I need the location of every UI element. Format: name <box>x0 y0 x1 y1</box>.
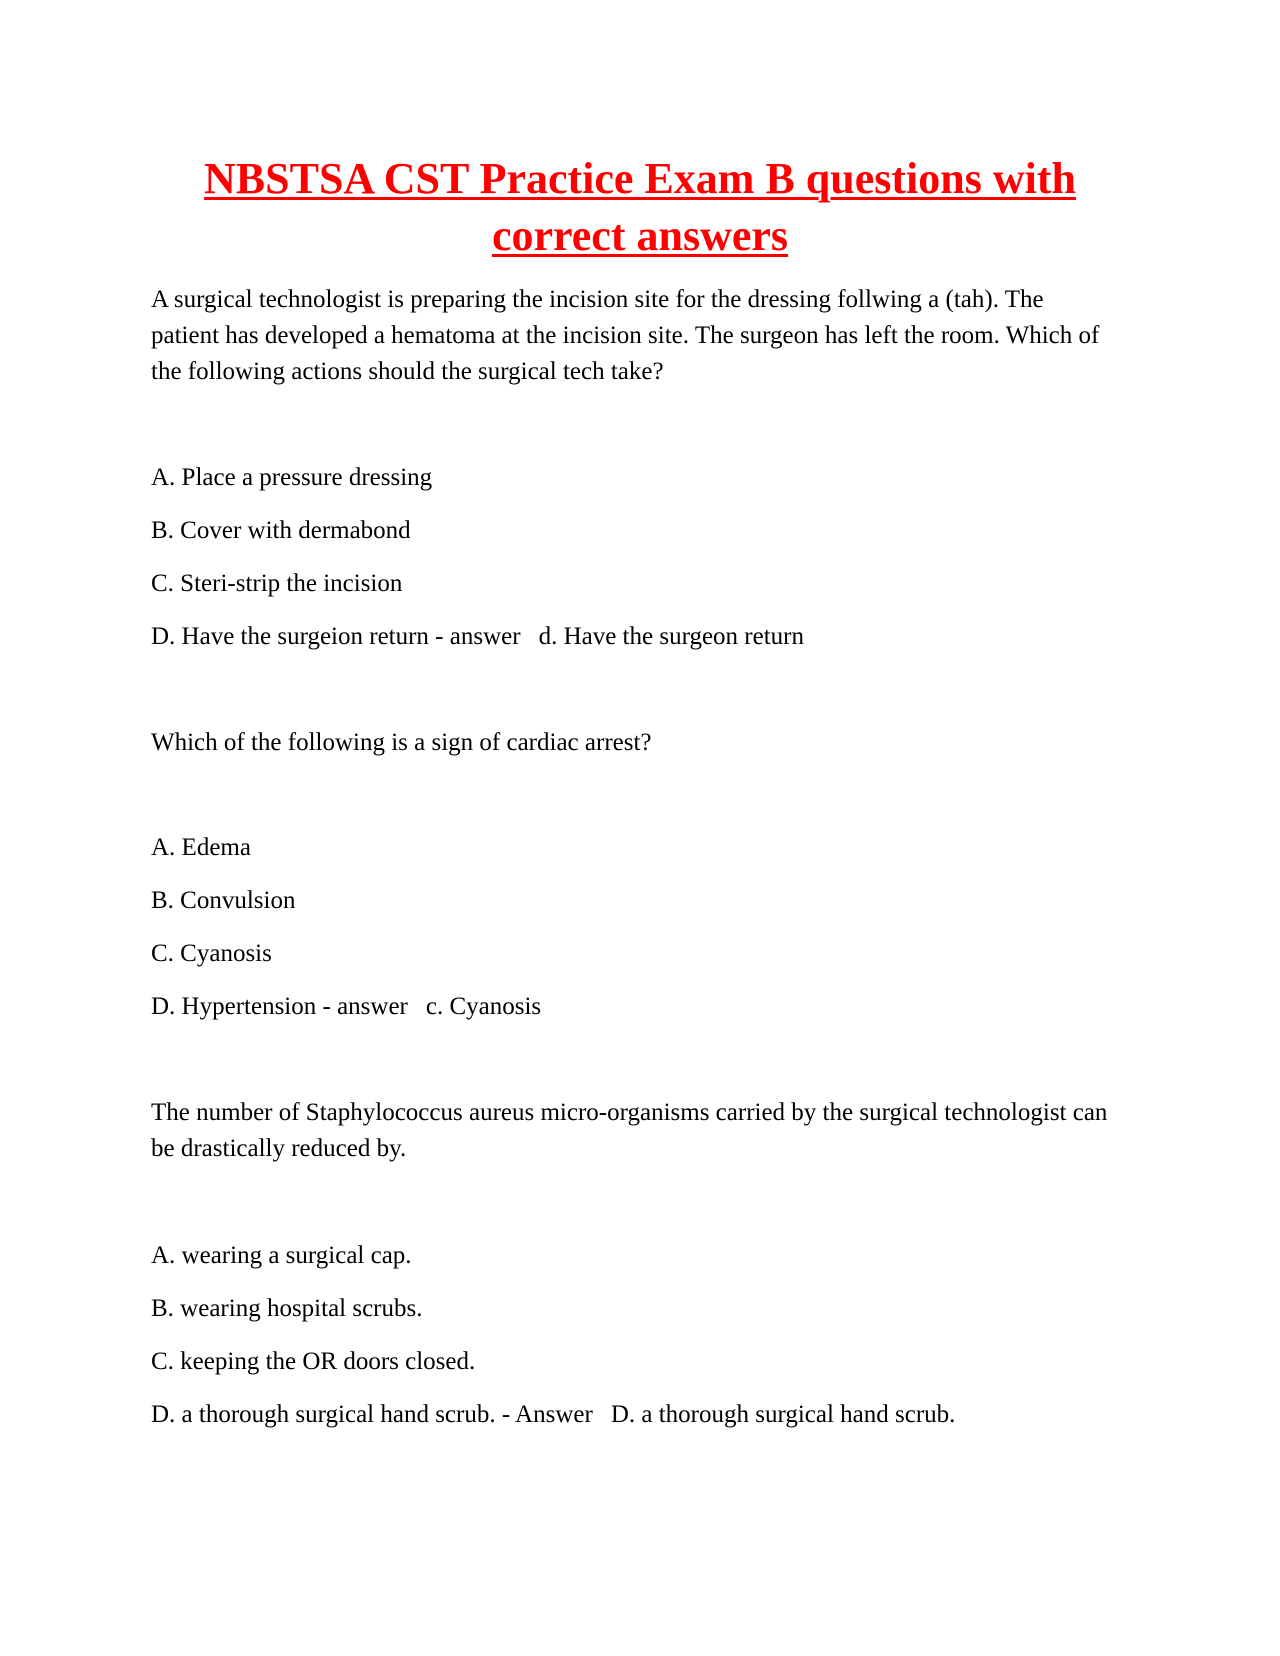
option-c: C. Steri-strip the incision <box>151 570 403 597</box>
document-title: NBSTSA CST Practice Exam B questions with correct answers <box>204 154 1076 260</box>
question-1 <box>151 282 1111 390</box>
option-d-with-answer <box>151 989 1151 1042</box>
option-a: A. wearing a surgical cap. <box>151 1242 412 1269</box>
answer-text: D. a thorough surgical hand scrub. <box>610 1401 956 1428</box>
question-text: Which of the following is a sign of cardiac arrest? <box>151 729 652 756</box>
question-3-options <box>151 1238 1151 1450</box>
question-3 <box>151 1095 1111 1167</box>
option-c: C. keeping the OR doors closed. <box>151 1348 476 1375</box>
answer-text: d. Have the surgeon return <box>538 623 804 650</box>
option-d: D. Hypertension - answer <box>151 993 408 1020</box>
option-d: D. Have the surgeion return - answer <box>151 623 521 650</box>
option-d-with-answer <box>151 1397 1151 1450</box>
question-1-options <box>151 460 1151 672</box>
option-b: B. Convulsion <box>151 887 296 914</box>
option-b: B. Cover with dermabond <box>151 517 411 544</box>
question-text: A surgical technologist is preparing the incision site for the dressing follwing a (tah). The patient has developed a hematoma at the incision site. The surgeon has left the room. Which of the following actions should the surgical tech take? <box>151 286 1100 385</box>
question-2 <box>151 725 1111 761</box>
option-a: A. Edema <box>151 834 251 861</box>
option-d-with-answer <box>151 619 1151 672</box>
question-2-options <box>151 830 1151 1042</box>
option-c: C. Cyanosis <box>151 940 272 967</box>
option-d: D. a thorough surgical hand scrub. - Answer <box>151 1401 593 1428</box>
answer-text: c. Cyanosis <box>425 993 542 1020</box>
question-text: The number of Staphylococcus aureus micro-organisms carried by the surgical technologist can be drastically reduced by. <box>151 1099 1108 1162</box>
option-b: B. wearing hospital scrubs. <box>151 1295 423 1322</box>
option-a: A. Place a pressure dressing <box>151 464 433 491</box>
